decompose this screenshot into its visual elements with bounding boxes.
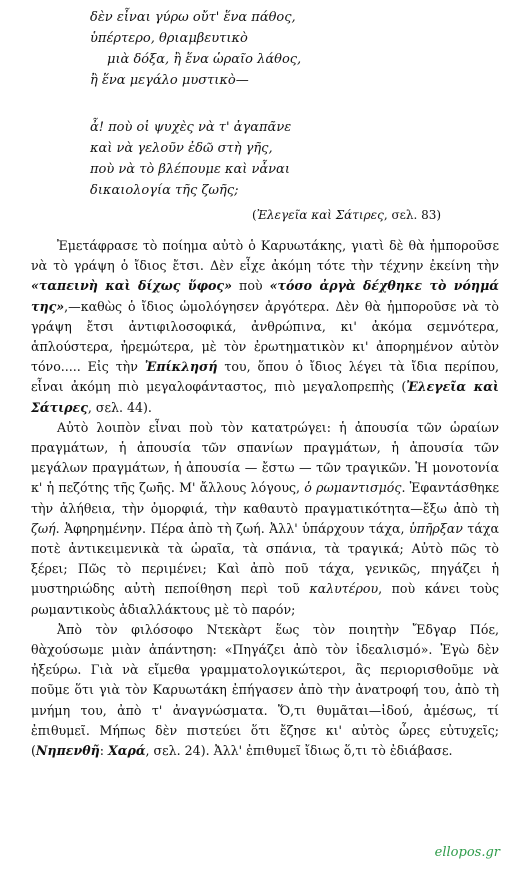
- paragraph: Αὐτὸ λοιπὸν εἶναι ποὺ τὸν κατατρώγει: ἡ ἀπουσία τῶν ὡραίων πραγμάτων, ἡ ἀπουσία τῶν σπανίων πραγμάτων, ἡ ἀπουσία τῶν μεγάλων πραγμάτων, ἡ ἀπουσία — ἔστω — τῶν τραγικῶν. Ἡ μονοτονία κ' ἡ πεζότης τῆς ζωῆς. Μ' ἄλλους λόγους, ὁ ρωμαντισμός. Ἐφαντάσθηκε τὴν ἀλήθεια, τὴν ὀμορφιά, τὴν καθαυτὸ πραγματικότητα—ἔξω ἀπὸ τὴ ζωή. Ἀφηρημένην. Πέρα ἀπὸ τὴ ζωή. Ἀλλ' ὑπάρχουν τάχα, ὑπῆρξαν τάχα ποτὲ ἀντικειμενικὰ τὰ ὡραῖα, τὰ σπάνια, τὰ τραγικά; Αὐτὸ πῶς τὸ ξέρει; Πῶς τὸ περιμένει; Καὶ ἀπὸ ποῦ τάχα, γενικῶς, πηγάζει ἡ μυστηριώδης αὐτὴ πεποίθηση περὶ τοῦ καλυτέρου, ποὺ κάνει τοὺς ρωμαντικοὺς ἀδιαλλάκτους μὲ τὸ παρόν;: [31, 419, 499, 617]
- poem-line: μιὰ δόξα, ἢ ἕνα ὡραῖο λάθος,: [107, 52, 302, 67]
- work-title: Ἐπίκλησή: [144, 359, 218, 375]
- poem-line: ὑπέρτερο, θριαμβευτικὸ: [90, 31, 248, 46]
- emphasis: ὁ ρωμαντισμός: [304, 480, 402, 496]
- poem-line: ποὺ νὰ τὸ βλέπουμε καὶ νἆναι: [90, 162, 290, 177]
- quote: «τόσο ἀργὰ δέχθηκε τὸ νόημά της»: [31, 278, 499, 314]
- quote: «ταπεινὴ καὶ δίχως ὕφος»: [31, 278, 232, 294]
- work-title: Ἐλεγεῖα καὶ Σάτιρες: [31, 379, 499, 415]
- poem-line: δὲν εἶναι γύρω οὔτ' ἕνα πάθος,: [90, 10, 296, 25]
- site-watermark: ellopos.gr: [434, 845, 500, 860]
- prose-body: [31, 236, 499, 761]
- work-title: Νηπενθῆ: [35, 743, 100, 759]
- poem-line: δικαιολογία τῆς ζωῆς;: [90, 183, 239, 198]
- paragraph: Ἐμετάφρασε τὸ ποίημα αὐτὸ ὁ Καρυωτάκης, γιατὶ δὲ θὰ ἠμποροῦσε νὰ τὸ γράψη ὁ ἴδιος ἔτσι. Δὲν εἶχε ἀκόμη τότε τὴν τέχνην ἐκείνη τὴν «ταπεινὴ καὶ δίχως ὕφος» ποὺ «τόσο ἀργὰ δέχθηκε τὸ νόημά της»,—καθὼς ὁ ἴδιος ὡμολόγησεν ἀργότερα. Δὲν θὰ ἠμποροῦσε νὰ τὸ γράψη ἔτσι ἀντιφιλοσοφικά, ἀνθρώπινα, κι' ἀκόμα σεμνότερα, ἁπλούστερα, ἠρεμώτερα, μὲ τὸν ἐρωτηματικὸν κι' ἀπορημένον αὐτὸν τόνο..... Εἰς τὴν Ἐπίκλησή του, ὅπου ὁ ἴδιος λέγει τὰ ἴδια περίπου, εἶναι ἀκόμη πιὸ μεγαλοφάνταστος, πιὸ μεγαλοπρεπὴς (Ἐλεγεῖα καὶ Σάτιρες, σελ. 44).: [31, 238, 499, 415]
- poem-line: καὶ νὰ γελοῦν ἐδῶ στὴ γῆς,: [90, 141, 273, 156]
- paragraph: Ἀπὸ τὸν φιλόσοφο Ντεκὰρτ ἕως τὸν ποιητὴν Ἔδγαρ Πόε, θὰχούσωμε μιὰν ἀπάντηση: «Πηγάζει ἀπὸ τὸν ἰδεαλισμό». Ἐγὼ δὲν ἠξεύρω. Γιὰ νὰ εἴμεθα γραμματολογικώτεροι, ἂς περιορισθοῦμε νὰ ποῦμε ὅτι γιὰ τὸν Καρυωτάκη ἐπήγασεν ἀπὸ τὴν ἀνατροφή του, ἀπὸ τὴ μνήμη του, ἀπὸ τ' ἀναγνώσματα. Ὅ,τι θυμᾶται—ἰδού, ἀμέσως, τί ἐπιθυμεῖ. Μήπως δὲν πιστεύει ὅτι ἔζησε κι' αὐτὸς ὧρες εὐτυχεῖς; (Νηπενθῆ: Χαρά, σελ. 24). Ἀλλ' ἐπιθυμεῖ ἴδιως ὅ,τι τὸ ἐδιάβασε.: [31, 621, 499, 759]
- emphasis: ὑπῆρξαν: [408, 520, 463, 536]
- poem-line: ἆ! ποὺ οἱ ψυχὲς νὰ τ' ἀγαπᾶνε: [90, 120, 292, 135]
- citation-source: Ἐλεγεῖα καὶ Σάτιρες: [256, 208, 384, 222]
- work-title: Χαρά: [108, 743, 146, 759]
- poem-line: ἢ ἕνα μεγάλο μυστικὸ—: [90, 73, 249, 88]
- emphasis: καλυτέρου: [309, 581, 379, 597]
- emphasis: ζωή: [31, 520, 56, 536]
- poem-citation: (Ἐλεγεῖα καὶ Σάτιρες, σελ. 83): [252, 208, 442, 222]
